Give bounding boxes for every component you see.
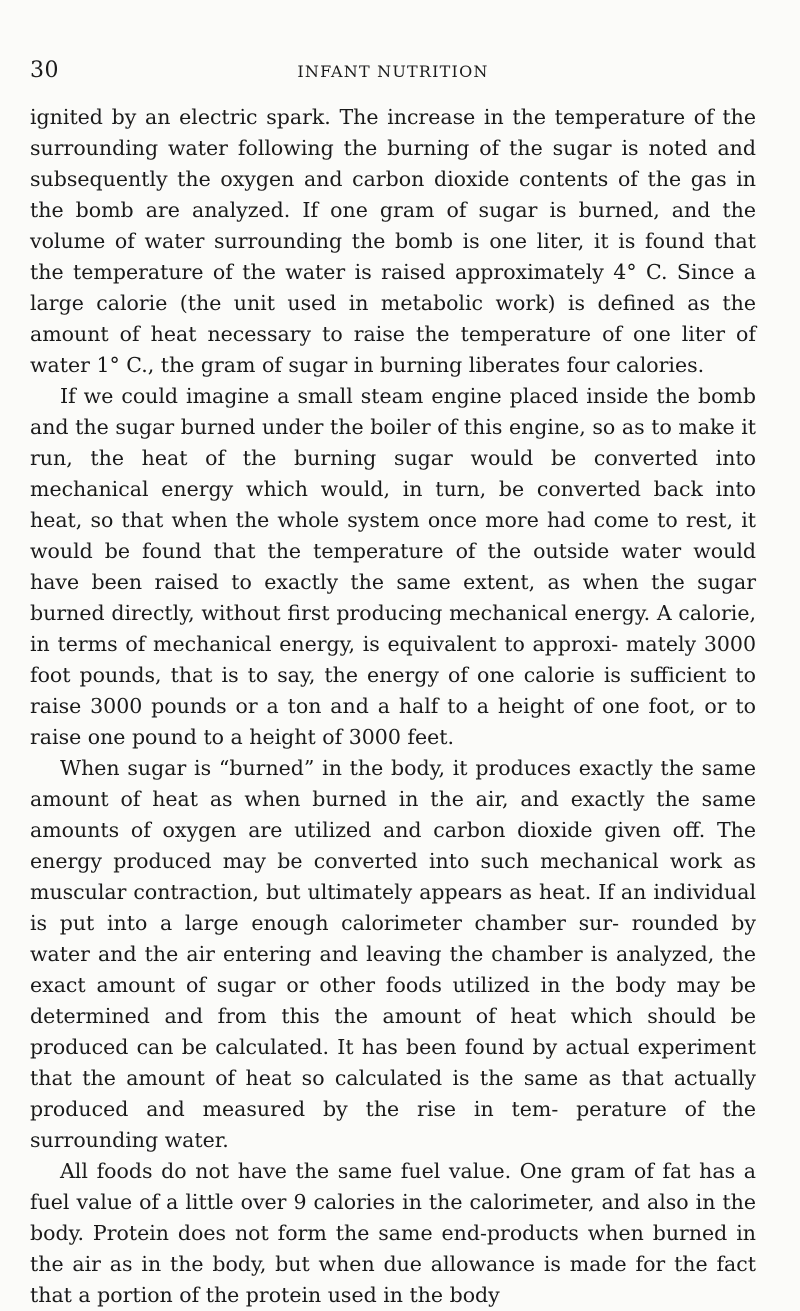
paragraph-sugar-burned-in-body: When sugar is “burned” in the body, it produces exactly the same amount of heat as when burned in the air, and exactly the same amounts of oxygen are utilized and carbon dioxide given off. The energy produced may be converted into such mechanical work as muscular contraction, but ultimately appears as heat. If an individual is put into a large enough calorimeter chamber sur- rounded by water and the air entering and leaving the chamber is analyzed, the exact amount of sugar or other foods utilized in the body may be determined and from this the amount of heat which should be produced can be calculated. It has been found by actual experiment that the amount of heat so calculated is the same as that actually produced and measured by the rise in tem- perature of the surrounding water. <box>30 756 756 1152</box>
paragraph-continued: ignited by an electric spark. The increase in the temperature of the surrounding water following the burning of the sugar is noted and subsequently the oxygen and carbon dioxide contents of the gas in the bomb are analyzed. If one gram of sugar is burned, and the volume of water surrounding the bomb is one liter, it is found that the temperature of the water is raised approximately 4° C. Since a large calorie (the unit used in metabolic work) is defined as the amount of heat necessary to raise the temperature of one liter of water 1° C., the gram of sugar in burning liberates four calories. <box>30 105 756 377</box>
book-page <box>30 58 756 1311</box>
body-text <box>30 102 756 1311</box>
paragraph-steam-engine: If we could imagine a small steam engine placed inside the bomb and the sugar burned under the boiler of this engine, so as to make it run, the heat of the burning sugar would be converted into mechanical energy which would, in turn, be converted back into heat, so that when the whole system once more had come to rest, it would be found that the temperature of the outside water would have been raised to exactly the same extent, as when the sugar burned directly, without first producing mechanical energy. A calorie, in terms of mechanical energy, is equivalent to approxi- mately 3000 foot pounds, that is to say, the energy of one calorie is sufficient to raise 3000 pounds or a ton and a half to a height of one foot, or to raise one pound to a height of 3000 feet. <box>30 384 756 749</box>
paragraph-fuel-value: All foods do not have the same fuel value. One gram of fat has a fuel value of a little over 9 calories in the calorimeter, and also in the body. Protein does not form the same end-products when burned in the air as in the body, but when due allowance is made for the fact that a portion of the protein used in the body <box>30 1159 756 1307</box>
running-header <box>30 58 756 88</box>
page-number: 30 <box>30 58 59 83</box>
running-title: INFANT NUTRITION <box>297 62 489 81</box>
